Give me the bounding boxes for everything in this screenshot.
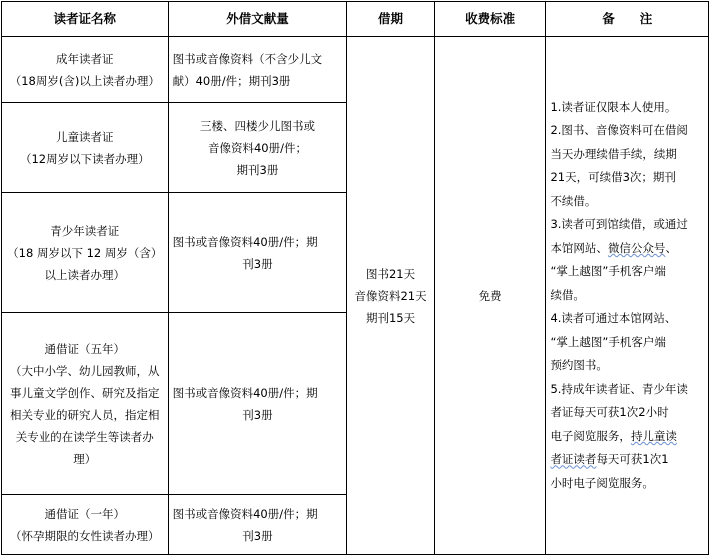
text-line: 期刊15天 [365, 310, 416, 325]
text-line: 三楼、四楼少儿图书或 [199, 118, 315, 133]
text-line: 事儿童文学创作、研究及指定 [10, 385, 160, 400]
card-name-cell [2, 103, 169, 193]
text-line: 当天办理续借手续，续期 [550, 146, 677, 161]
text-line: 小时电子阅览服务。 [550, 475, 654, 490]
text-line [550, 448, 702, 472]
notes-cell [546, 37, 709, 555]
fee-cell: 免费 [434, 37, 546, 555]
text-line: 3.读者可到馆续借，或通过 [550, 217, 688, 232]
collection-cell [168, 103, 347, 193]
text-line [550, 425, 702, 449]
text-line: 刊3册 [242, 407, 273, 422]
loan-period-cell [347, 37, 434, 555]
text-line: 预约图书。 [550, 358, 608, 373]
collection-cell [168, 313, 347, 495]
text-segment: 、 [665, 240, 677, 255]
note-item-2 [550, 119, 702, 213]
text-line: 图书或音像资料（不含少儿文 [172, 51, 323, 66]
text-segment: 每天可获1次1 [596, 452, 669, 467]
text-segment: 微信公众号 [607, 240, 666, 255]
text-line: 图书21天 [365, 266, 416, 281]
text-line [550, 237, 702, 261]
text-line: 21天，可续借3次；期刊 [550, 170, 676, 185]
text-segment: 持儿童读 [630, 428, 677, 443]
text-line: 图书或音像资料40册/件；期 [172, 385, 318, 400]
text-line: “掌上越图”手机客户端 [550, 264, 666, 279]
text-line: 不续借。 [550, 193, 597, 208]
text-line: 4.读者可通过本馆网站、 [550, 311, 677, 326]
text-line: （大中小学、幼儿园教师，从 [10, 363, 160, 378]
text-line: 以上读者办理） [44, 267, 126, 282]
text-line: （12周岁以下读者办理） [19, 151, 150, 166]
header-loan-period: 借期 [347, 2, 434, 37]
table-row [2, 37, 709, 103]
text-line: 青少年读者证 [50, 223, 120, 238]
text-segment: 本馆网站、 [550, 240, 608, 255]
text-line: （18 周岁以下 12 周岁（含） [7, 245, 163, 260]
text-line: 5.持成年读者证、青少年读 [550, 381, 688, 396]
text-line: （18周岁(含)以上读者办理） [9, 73, 160, 88]
header-collection: 外借文献量 [168, 2, 347, 37]
collection-cell [168, 37, 347, 103]
text-line: 通借证（五年） [44, 341, 126, 356]
card-name-cell [2, 313, 169, 495]
card-name-cell [2, 37, 169, 103]
header-notes: 备 注 [546, 2, 709, 37]
text-line: 通借证（一年） [44, 506, 126, 521]
text-line: 相关专业的研究人员，指定相 [10, 407, 160, 422]
collection-cell [168, 193, 347, 313]
text-line: 献）40册/件；期刊3册 [172, 73, 291, 88]
text-line: 理） [73, 451, 97, 466]
text-line: 儿童读者证 [56, 129, 114, 144]
text-line: 成年读者证 [56, 51, 114, 66]
note-item-1 [550, 96, 702, 120]
header-card-name: 读者证名称 [2, 2, 169, 37]
note-item-5 [550, 378, 702, 496]
text-line: 图书或音像资料40册/件；期 [172, 506, 318, 521]
text-line: “掌上越图”手机客户端 [550, 334, 666, 349]
text-line: （怀孕期限的女性读者办理） [10, 528, 160, 543]
text-line: 者证每天可获1次2小时 [550, 405, 669, 420]
text-segment: 电子阅览服务， [550, 428, 631, 443]
text-line: 期刊3册 [236, 162, 279, 177]
text-line: 续借。 [550, 287, 585, 302]
text-line: 音像资料40册/件； [207, 140, 307, 155]
text-segment: 者证读者 [550, 452, 597, 467]
header-row [2, 2, 709, 37]
collection-cell [168, 495, 347, 555]
card-name-cell [2, 495, 169, 555]
card-name-cell [2, 193, 169, 313]
note-item-4 [550, 307, 702, 378]
text-line: 关专业的在读学生等读者办 [15, 429, 154, 444]
text-line: 2.图书、音像资料可在借阅 [550, 123, 688, 138]
note-item-3 [550, 213, 702, 307]
text-line: 音像资料21天 [354, 288, 427, 303]
header-fee: 收费标准 [434, 2, 546, 37]
text-line: 刊3册 [242, 528, 273, 543]
text-line: 刊3册 [242, 256, 273, 271]
text-line: 图书或音像资料40册/件；期 [172, 234, 318, 249]
text-line: 1.读者证仅限本人使用。 [550, 99, 677, 114]
reader-card-table [1, 1, 709, 555]
